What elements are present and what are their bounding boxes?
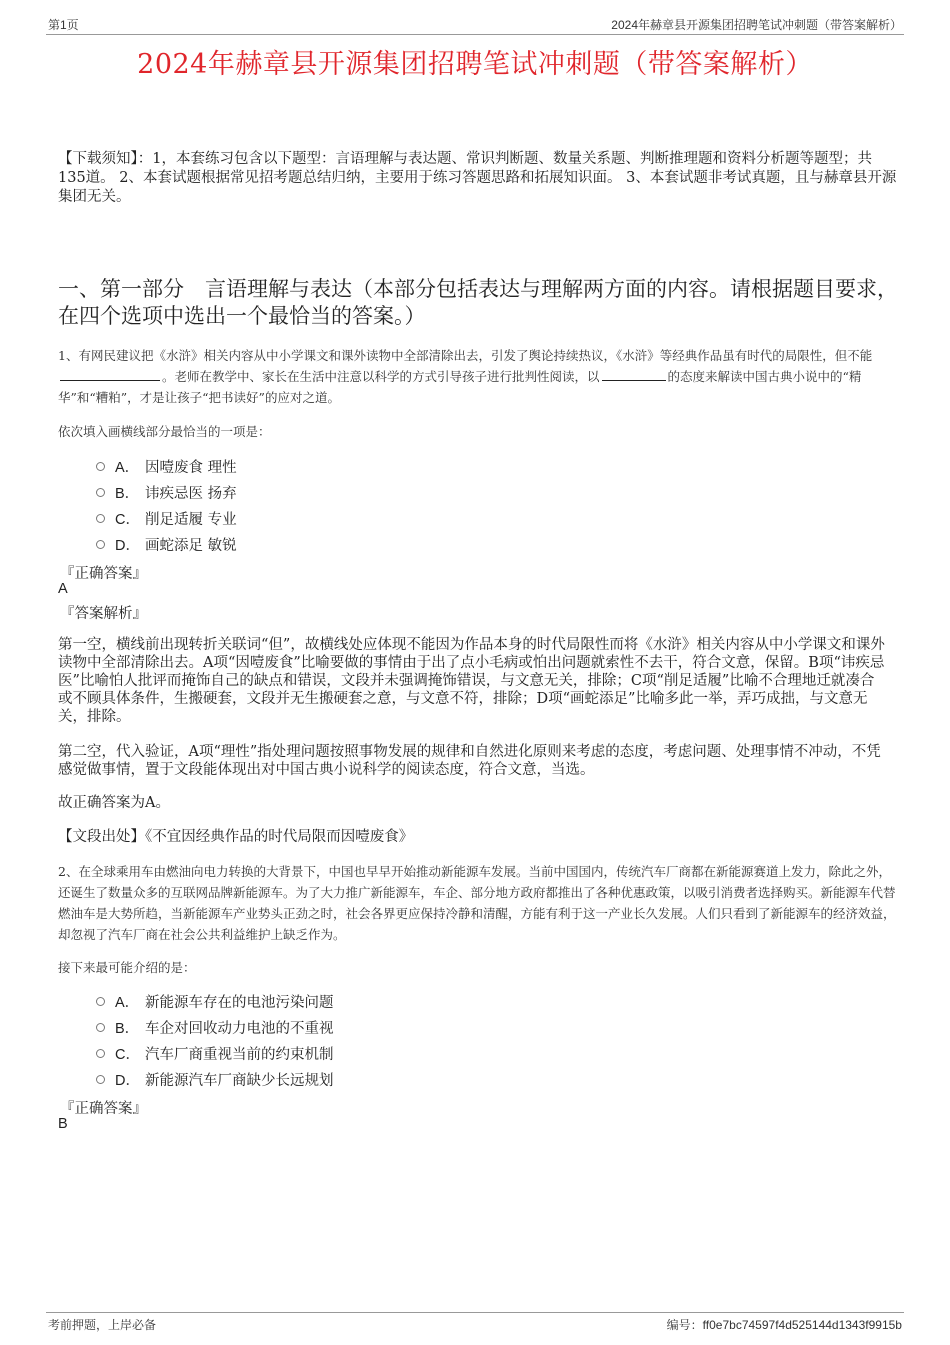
q2-answer-label: 『正确答案』 (60, 1101, 147, 1117)
option-text: 讳疾忌医 扬弃 (145, 485, 237, 502)
page-footer (46, 1312, 904, 1333)
option-letter: D． (115, 537, 140, 554)
radio-icon[interactable] (96, 1049, 105, 1058)
document-title: 2024年赫章县开源集团招聘笔试冲刺题（带答案解析） (137, 49, 813, 80)
option-text: 汽车厂商重视当前的约束机制 (145, 1046, 334, 1063)
section-heading: 一、第一部分 言语理解与表达（本部分包括表达与理解两方面的内容。请根据题目要求，在四个选项中选出一个最恰当的答案。） (58, 277, 898, 328)
fill-blank-1 (60, 368, 160, 381)
q1-stem-part2: 。老师在教学中、家长在生活中注意以科学的方式引导孩子进行批判性阅读，以 (162, 369, 600, 384)
radio-icon[interactable] (96, 540, 105, 549)
option-letter: B． (115, 1020, 140, 1037)
q1-analysis-paragraph-2: 第二空，代入验证，A项“理性”指处理问题按照事物发展的规律和自然进化原则来考虑的态度，考虑问题、处理事情不冲动，不凭感觉做事情，置于文段能体现出对中国古典小说科学的阅读态度，符合文意，当选。 (58, 744, 881, 778)
fill-blank-2 (602, 368, 666, 381)
q2-answer: B (58, 1116, 68, 1132)
q1-option-c[interactable] (96, 505, 237, 531)
q2-option-b[interactable] (96, 1014, 334, 1040)
question-1-stem (58, 345, 898, 408)
question-1-options (96, 453, 237, 557)
q1-analysis-paragraph-3: 故正确答案为A。 (58, 795, 170, 811)
footer-serial: 编号：ff0e7bc74597f4d525144d1343f9915b (666, 1318, 902, 1332)
radio-icon[interactable] (96, 1075, 105, 1084)
question-2-prompt: 接下来最可能介绍的是： (58, 960, 196, 975)
q2-option-c[interactable] (96, 1040, 334, 1066)
option-text: 画蛇添足 敏锐 (145, 537, 237, 554)
q1-option-d[interactable] (96, 531, 237, 557)
question-1-prompt: 依次填入画横线部分最恰当的一项是： (58, 424, 271, 439)
radio-icon[interactable] (96, 514, 105, 523)
q2-option-d[interactable] (96, 1066, 334, 1092)
option-text: 削足适履 专业 (145, 511, 237, 528)
option-text: 新能源车存在的电池污染问题 (145, 994, 334, 1011)
option-letter: A． (115, 994, 140, 1011)
footer-slogan: 考前押题，上岸必备 (48, 1318, 157, 1332)
option-letter: C． (115, 1046, 140, 1063)
q1-option-b[interactable] (96, 479, 237, 505)
radio-icon[interactable] (96, 1023, 105, 1032)
option-letter: B． (115, 485, 140, 502)
q1-answer-label: 『正确答案』 (60, 566, 147, 582)
q1-option-a[interactable] (96, 453, 237, 479)
option-letter: D． (115, 1072, 140, 1089)
page-number: 第1页 (48, 18, 79, 32)
q1-stem-part3: 的态度来解读中国古典小说中的“精华”和“糟粕”，才是让孩子“把书读好”的应对之道。 (58, 369, 862, 405)
radio-icon[interactable] (96, 488, 105, 497)
radio-icon[interactable] (96, 997, 105, 1006)
header-doc-name: 2024年赫章县开源集团招聘笔试冲刺题（带答案解析） (611, 18, 902, 32)
page-header (46, 14, 904, 35)
q1-source: 【文段出处】《不宜因经典作品的时代局限而因噎废食》 (58, 829, 414, 845)
option-text: 因噎废食 理性 (145, 459, 237, 476)
option-text: 车企对回收动力电池的不重视 (145, 1020, 334, 1037)
option-letter: C． (115, 511, 140, 528)
q1-stem-part1: 1、有网民建议把《水浒》相关内容从中小学课文和课外读物中全部清除出去，引发了舆论持续热议，《水浒》等经典作品虽有时代的局限性，但不能 (58, 348, 873, 363)
q1-answer: A (58, 581, 68, 597)
q2-option-a[interactable] (96, 988, 334, 1014)
q1-analysis-label: 『答案解析』 (60, 606, 147, 622)
download-notice: 【下载须知】：1，本套练习包含以下题型：言语理解与表达题、常识判断题、数量关系题、判断推理题和资料分析题等题型；共135道。 2、本套试题根据常见招考题总结归纳，主要用于练习答题思路和拓展知识面。 3、本套试题非考试真题，且与赫章县开源集团无关。 (58, 151, 897, 205)
question-2-stem: 2、在全球乘用车由燃油向电力转换的大背景下，中国也早早开始推动新能源车发展。当前中国国内，传统汽车厂商都在新能源赛道上发力，除此之外，还诞生了数量众多的互联网品牌新能源车。为了大力推广新能源车，车企、部分地方政府都推出了各种优惠政策，以吸引消费者选择购买。新能源车代替燃油车是大势所趋，当新能源车产业势头正劲之时，社会各界更应保持冷静和清醒，方能有利于这一产业长久发展。人们只看到了新能源车的经济效益，却忽视了汽车厂商在社会公共利益维护上缺乏作为。 (58, 864, 896, 942)
option-letter: A． (115, 459, 140, 476)
option-text: 新能源汽车厂商缺少长远规划 (145, 1072, 334, 1089)
radio-icon[interactable] (96, 462, 105, 471)
question-2-options (96, 988, 334, 1092)
q1-analysis-paragraph-1: 第一空，横线前出现转折关联词“但”，故横线处应体现不能因为作品本身的时代局限性而将《水浒》相关内容从中小学课文和课外读物中全部清除出去。A项“因噎废食”比喻要做的事情由于出了点小毛病或怕出问题就索性不去干，符合文意，保留。B项“讳疾忌医”比喻怕人批评而掩饰自己的缺点和错误，文段并未强调掩饰错误，与文意无关，排除；C项“削足适履”比喻不合理地迁就凑合或不顾具体条件，生搬硬套，文段并无生搬硬套之意，与文意不符，排除；D项“画蛇添足”比喻多此一举，弄巧成拙，与文意无关，排除。 (58, 637, 885, 725)
